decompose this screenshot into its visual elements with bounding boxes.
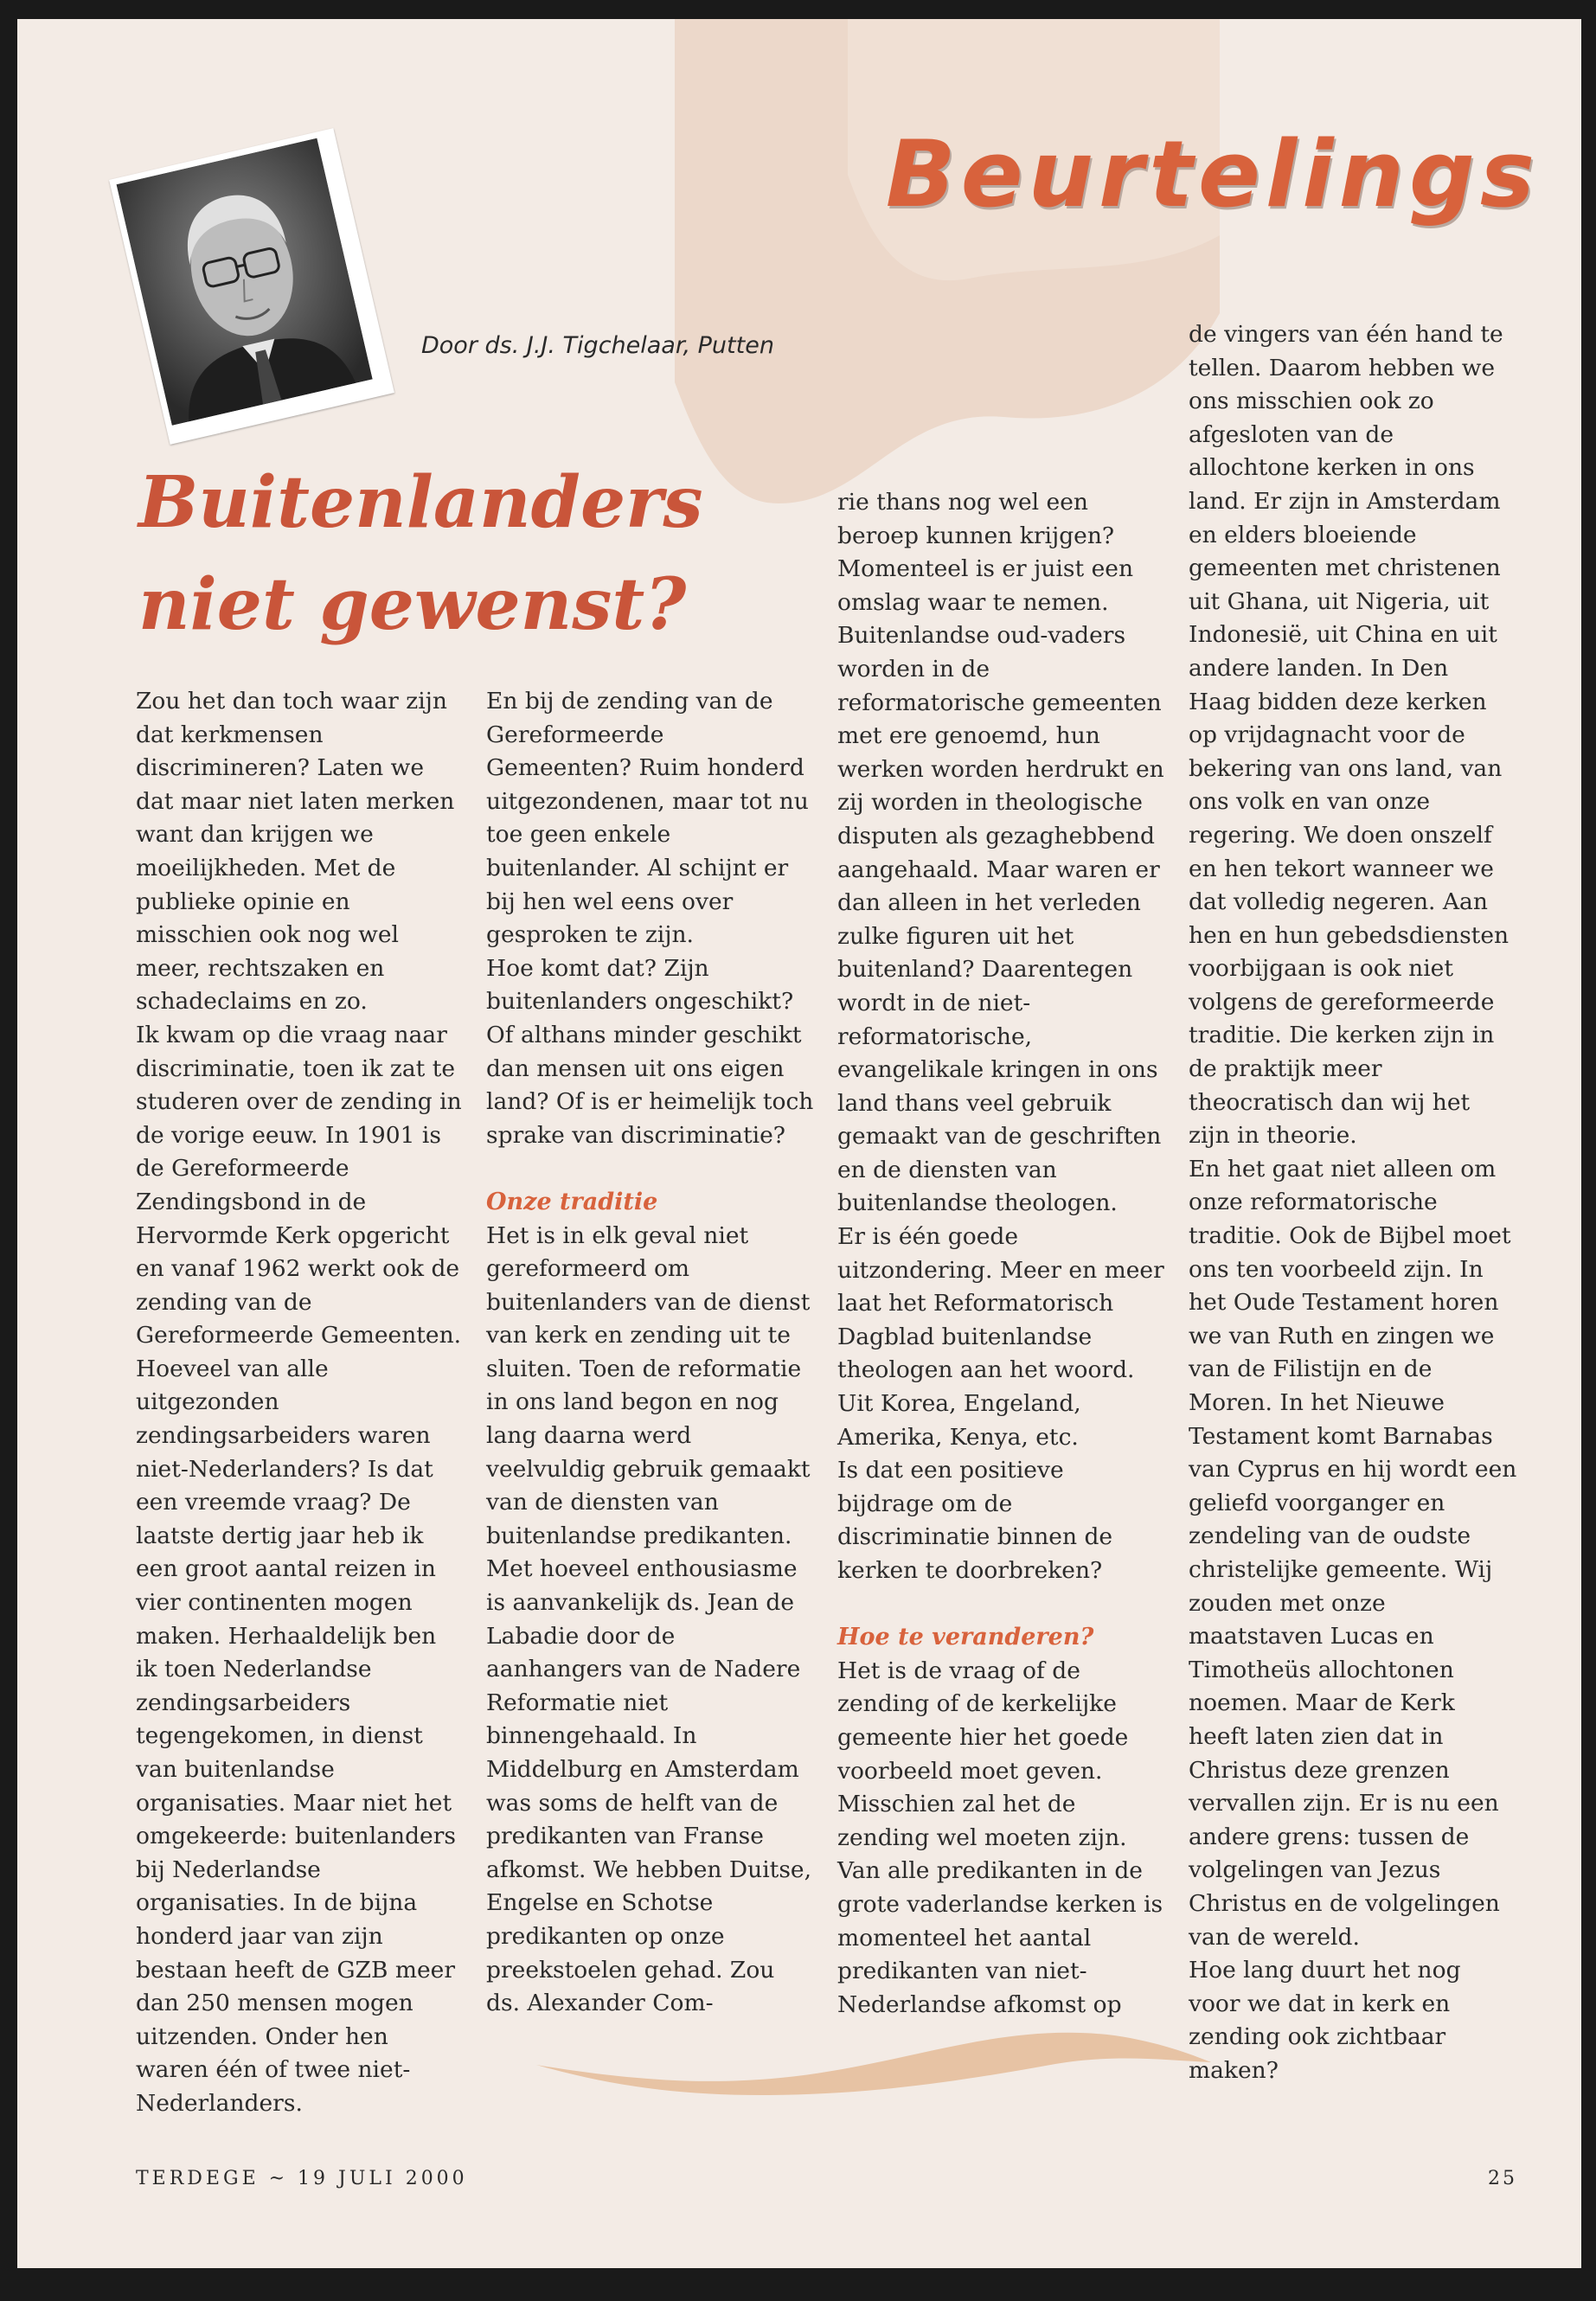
magazine-page [17,19,1581,2268]
paragraph: Hoe komt dat? Zijn buitenlanders ongeschikt? Of althans minder geschikt dan mensen uit ons eigen land? Of is er heimelijk toch sprake van discriminatie? [486,954,814,1149]
subheading: Onze traditie [486,1188,658,1215]
publication-footer: TERDEGE ~ 19 JULI 2000 [136,2168,468,2189]
article-column-3 [837,486,1166,2022]
paragraph: Ik kwam op die vraag naar discriminatie, toen ik zat te studeren over de zending in de vorige eeuw. In 1901 is de Gereformeerde Zendingsbond in de Hervormde Kerk opgericht en vanaf 1962 werkt ook de zending van de Gereformeerde Gemeenten. [136,1021,462,1349]
article-column-4 [1189,318,1517,2087]
paragraph: Het is in elk geval niet gereformeerd om buitenlanders van de dienst van kerk en zending uit te sluiten. Toen de reformatie in ons land begon en nog lang daarna werd veelvuldig gebruik gemaakt van de diensten van buitenlandse predikanten. Met hoeveel enthousiasme is aanvankelijk ds. Jean de Labadie door de aanhangers van de Nadere Reformatie niet binnengehaald. In Middelburg en Amsterdam was soms de helft van de predikanten van Franse afkomst. We hebben Duitse, Engelse en Schotse predikanten op onze preekstoelen gehad. Zou ds. Alexander Com- [486,1221,812,2017]
paragraph: de vingers van één hand te tellen. Daarom hebben we ons misschien ook zo afgesloten van de allochtone kerken in ons land. Er zijn in Amsterdam en elders bloeiende gemeenten met christenen uit Ghana, uit Nigeria, uit Indonesië, uit China en uit andere landen. In Den Haag bidden deze kerken op vrijdagnacht voor de bekering van ons land, van ons volk en van onze regering. We doen onszelf en hen tekort wanneer we dat volledig negeren. Aan hen en hun gebedsdiensten voorbijgaan is ook niet volgens de gereformeerde traditie. Die kerken zijn in de praktijk meer theocratisch dan wij het zijn in theorie. [1189,321,1509,1150]
article-headline: Buitenlanders niet gewenst? [138,461,703,646]
paragraph: Hoe lang duurt het nog voor we dat in kerk en zending ook zichtbaar maken? [1189,1957,1461,2084]
paragraph: Hoeveel van alle uitgezonden zendingsarbeiders waren niet-Nederlanders? Is dat een vreemde vraag? De laatste dertig jaar heb ik een groot aantal reizen in vier continenten mogen maken. Herhaaldelijk ben ik toen Nederlandse zendingsarbeiders tegengekomen, in dienst van buitenlandse organisaties. Maar niet het omgekeerde: buitenlanders bij Nederlandse organisaties. In de bijna honderd jaar van zijn bestaan heeft de GZB meer dan 250 mensen mogen uitzenden. Onder hen waren één of twee niet-Nederlanders. [136,1355,456,2117]
paragraph: Is dat een positieve bijdrage om de discriminatie binnen de kerken te doorbreken? [837,1457,1113,1584]
section-title: Beurtelings [885,121,1540,228]
article-column-1 [136,685,465,2121]
paragraph: En bij de zending van de Gereformeerde Gemeenten? Ruim honderd uitgezondenen, maar tot nu toe geen enkele buitenlander. Al schijnt er bij hen wel eens over gesproken te zijn. [486,688,809,949]
paragraph: En het gaat niet alleen om onze reformatorische traditie. Ook de Bijbel moet ons ten voorbeeld zijn. In het Oude Testament horen we van Ruth en zingen we van de Filistijn en de Moren. In het Nieuwe Testament komt Barnabas van Cyprus en hij wordt een geliefd voorganger en zendeling van de oudste christelijke gemeente. Wij zouden met onze maatstaven Lucas en Timotheüs allochtonen noemen. Maar de Kerk heeft laten zien dat in Christus deze grenzen vervallen zijn. Er is nu een andere grens: tussen de volgelingen van Jezus Christus en de volgelingen van de wereld. [1189,1155,1517,1951]
paragraph: Het is de vraag of de zending of de kerkelijke gemeente hier het goede voorbeeld moet geven. Misschien zal het de zending wel moeten zijn. Van alle predikanten in de grote vaderlandse kerken is momenteel het aantal predikanten van niet-Nederlandse afkomst op [837,1657,1163,2018]
article-column-2 [486,685,815,2021]
subheading: Hoe te veranderen? [837,1624,1094,1651]
paragraph: Zou het dan toch waar zijn dat kerkmensen discrimineren? Laten we dat maar niet laten merken want dan krijgen we moeilijkheden. Met de publieke opinie en misschien ook nog wel meer, rechtszaken en schadeclaims en zo. [136,688,455,1016]
page-number: 25 [1488,2168,1517,2189]
paragraph: rie thans nog wel een beroep kunnen krijgen? Momenteel is er juist een omslag waar te nemen. Buitenlandse oud-vaders worden in de reformatorische gemeenten met ere genoemd, hun werken worden herdrukt en zij worden in theologische disputen als gezaghebbend aangehaald. Maar waren er dan alleen in het verleden zulke figuren uit het buitenland? Daarentegen wordt in de niet-reformatorische, evangelikale kringen in ons land thans veel gebruik gemaakt van de geschriften en de diensten van buitenlandse theologen. [837,489,1164,1217]
paragraph: Er is één goede uitzondering. Meer en meer laat het Reformatorisch Dagblad buitenlandse theologen aan het woord. Uit Korea, Engeland, Amerika, Kenya, etc. [837,1223,1164,1451]
byline: Door ds. J.J. Tigchelaar, Putten [421,332,774,359]
